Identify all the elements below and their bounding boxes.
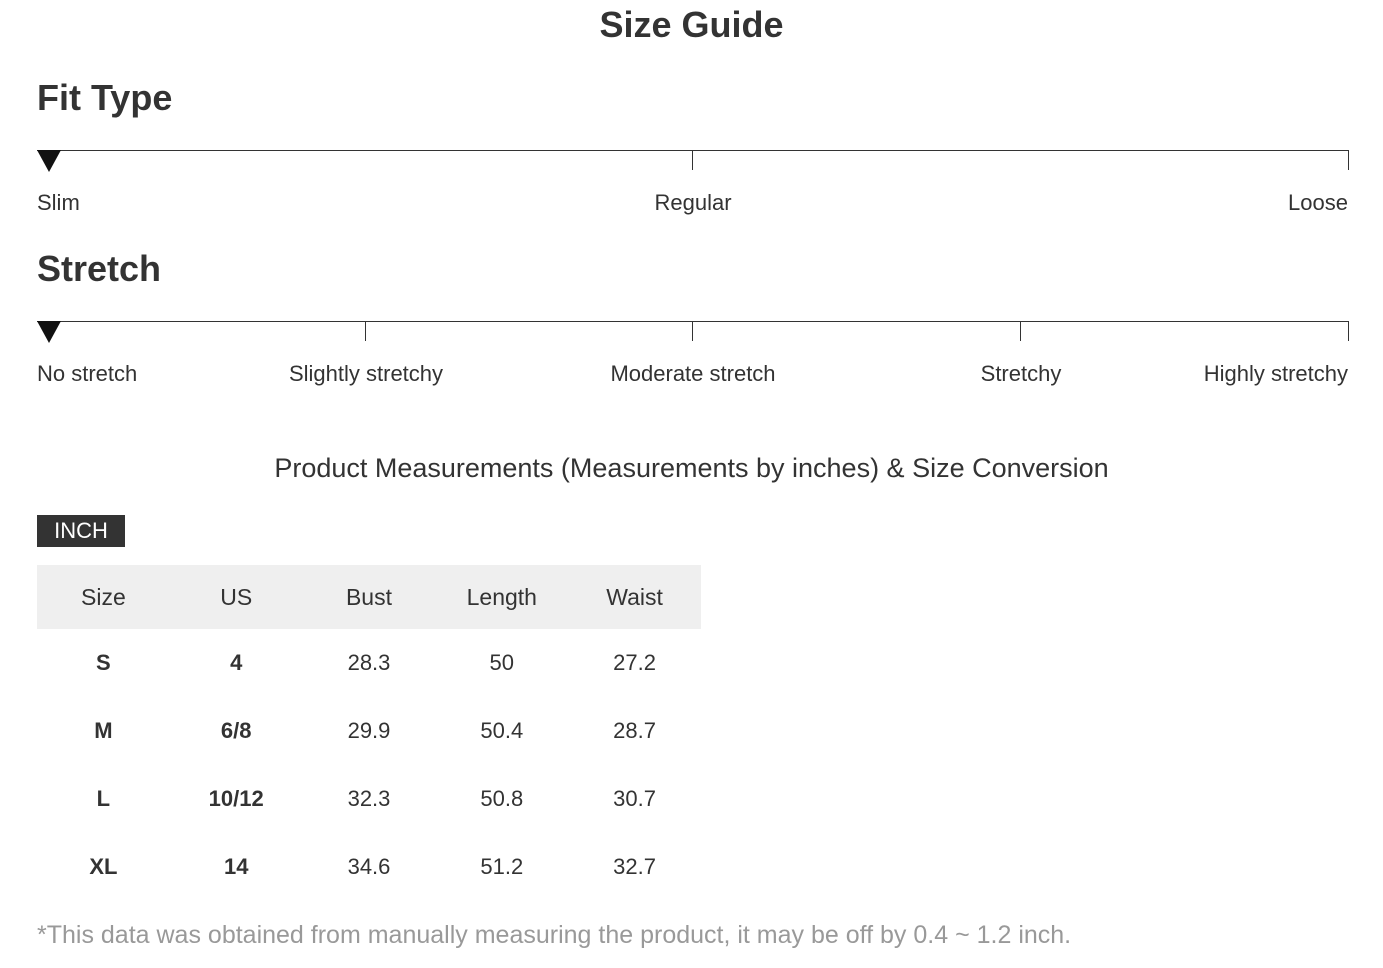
stretch-label-highly-stretchy: Highly stretchy xyxy=(1203,361,1348,386)
cell-waist: 28.7 xyxy=(613,718,656,743)
column-header-length: Length xyxy=(435,565,568,629)
cell-waist: 32.7 xyxy=(613,854,656,879)
cell-us: 14 xyxy=(223,854,249,879)
fit-type-scale-line xyxy=(37,150,1349,151)
fit-type-scale xyxy=(37,150,1349,220)
measurement-footnote: *This data was obtained from manually measuring the product, it may be off by 0.4 ~ 1.2 inch. xyxy=(37,921,1072,949)
column-header-us: US xyxy=(170,565,303,629)
cell-size: S xyxy=(96,650,111,675)
column-header-size: Size xyxy=(37,565,170,629)
table-header-row xyxy=(37,565,701,629)
unit-tab-inch[interactable]: INCH xyxy=(37,515,125,547)
stretch-scale-line xyxy=(37,321,1349,322)
cell-us: 6/8 xyxy=(220,718,252,743)
cell-bust: 28.3 xyxy=(347,650,391,675)
fit-type-label-loose: Loose xyxy=(1288,190,1348,215)
stretch-selected-marker-icon xyxy=(37,321,61,343)
stretch-label-no-stretch: No stretch xyxy=(37,361,138,386)
measurements-title: Product Measurements (Measurements by inches) & Size Conversion xyxy=(274,453,1109,483)
stretch-scale xyxy=(37,321,1349,391)
stretch-tick-stretchy xyxy=(1020,321,1021,341)
cell-bust: 29.9 xyxy=(347,718,391,743)
page-title: Size Guide xyxy=(599,4,784,45)
table-row xyxy=(37,833,701,901)
stretch-label-stretchy: Stretchy xyxy=(980,361,1062,386)
cell-waist: 27.2 xyxy=(613,650,656,675)
cell-length: 51.2 xyxy=(480,854,524,879)
fit-type-label-slim: Slim xyxy=(37,190,80,215)
cell-size: L xyxy=(96,786,111,811)
fit-type-tick-regular xyxy=(692,150,693,170)
table-row xyxy=(37,629,701,697)
table-row xyxy=(37,697,701,765)
column-header-bust: Bust xyxy=(303,565,436,629)
cell-length: 50.8 xyxy=(480,786,524,811)
stretch-tick-slightly xyxy=(365,321,366,341)
column-header-waist: Waist xyxy=(568,565,701,629)
size-table xyxy=(37,565,701,901)
cell-us: 4 xyxy=(230,650,243,675)
cell-length: 50.4 xyxy=(480,718,524,743)
fit-type-selected-marker-icon xyxy=(37,150,61,172)
cell-waist: 30.7 xyxy=(613,786,656,811)
cell-us: 10/12 xyxy=(208,786,264,811)
stretch-label-moderate-stretch: Moderate stretch xyxy=(610,361,776,386)
stretch-tick-highly xyxy=(1348,321,1349,341)
cell-bust: 32.3 xyxy=(347,786,391,811)
cell-length: 50 xyxy=(489,650,515,675)
stretch-tick-moderate xyxy=(692,321,693,341)
table-row xyxy=(37,765,701,833)
stretch-heading: Stretch xyxy=(37,248,162,289)
stretch-label-slightly-stretchy: Slightly stretchy xyxy=(288,361,444,386)
cell-size: XL xyxy=(89,854,118,879)
cell-bust: 34.6 xyxy=(347,854,391,879)
fit-type-label-regular: Regular xyxy=(654,190,732,215)
fit-type-heading: Fit Type xyxy=(37,77,173,118)
cell-size: M xyxy=(94,718,113,743)
fit-type-tick-loose xyxy=(1348,150,1349,170)
